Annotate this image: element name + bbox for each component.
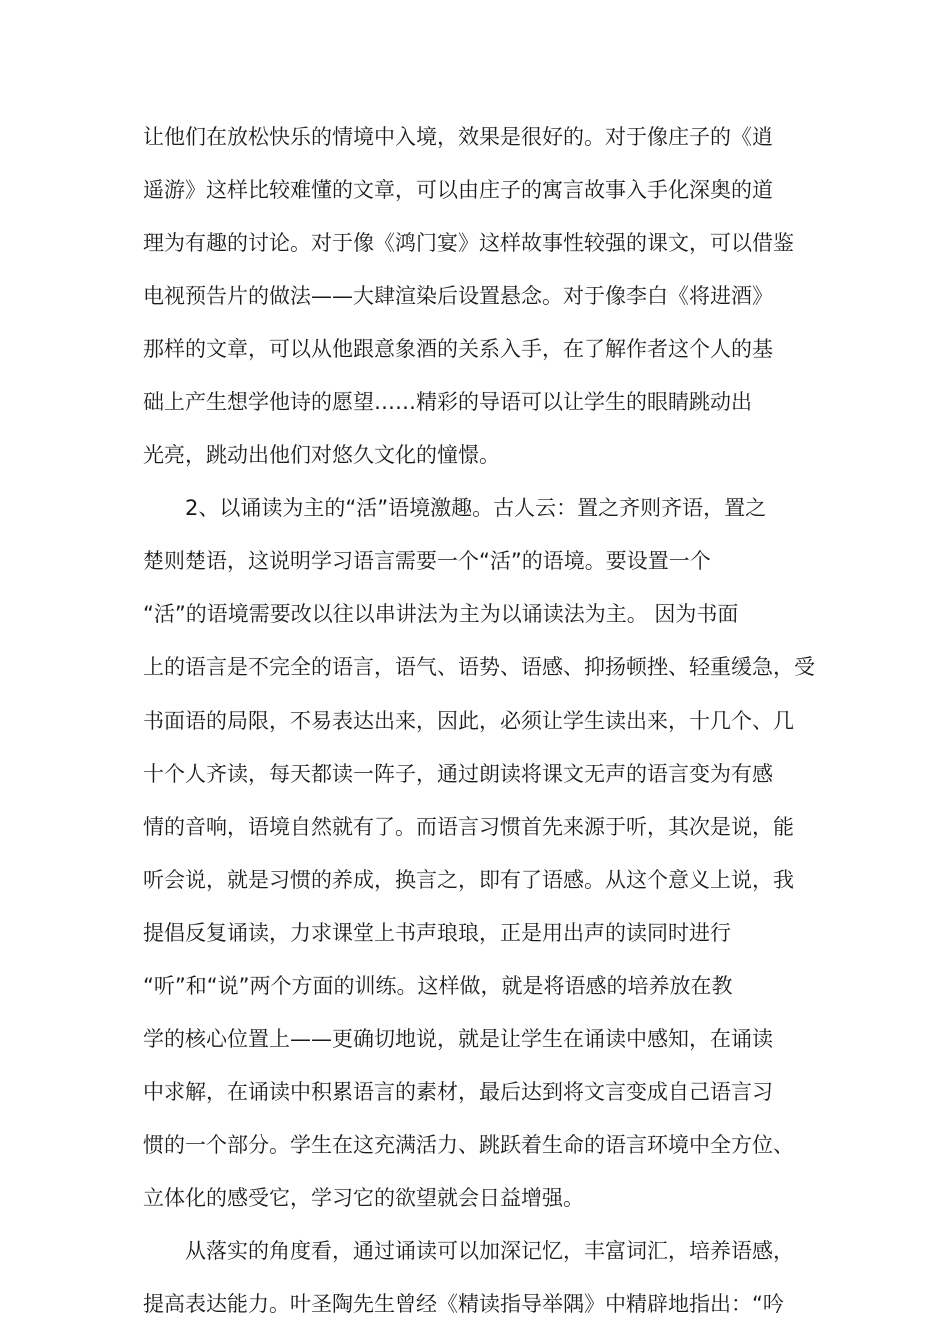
text-line: “活”的语境需要改以往以串讲法为主为以诵读法为主。 因为书面 [143, 602, 739, 626]
text-line: 础上产生想学他诗的愿望……精彩的导语可以让学生的眼睛跳动出 [143, 390, 752, 414]
text-line: 光亮，跳动出他们对悠久文化的憧憬。 [143, 443, 500, 467]
text-line: 理为有趣的讨论。对于像《鸿门宴》这样故事性较强的课文，可以借鉴 [143, 231, 794, 255]
text-line: 提高表达能力。叶圣陶先生曾经《精读指导举隅》中精辟地指出：“吟 [143, 1292, 784, 1316]
text-line: 遥游》这样比较难懂的文章，可以由庄子的寓言故事入手化深奥的道 [143, 178, 773, 202]
text-line: 提倡反复诵读，力求课堂上书声琅琅，正是用出声的读同时进行 [143, 921, 731, 945]
text-line: 惯的一个部分。学生在这充满活力、跳跃着生命的语言环境中全方位、 [143, 1133, 794, 1157]
text-line: 从落实的角度看，通过诵读可以加深记忆，丰富词汇，培养语感， [185, 1239, 794, 1263]
text-line: 书面语的局限，不易表达出来，因此，必须让学生读出来，十几个、几 [143, 709, 794, 733]
text-line: 听会说，就是习惯的养成，换言之，即有了语感。从这个意义上说，我 [143, 868, 794, 892]
text-line: 十个人齐读，每天都读一阵子，通过朗读将课文无声的语言变为有感 [143, 762, 773, 786]
text-line: “听”和“说”两个方面的训练。这样做，就是将语感的培养放在教 [143, 974, 733, 998]
text-line: 电视预告片的做法——大肆渲染后设置悬念。对于像李白《将进酒》 [143, 284, 773, 308]
text-line: 情的音响，语境自然就有了。而语言习惯首先来源于听，其次是说，能 [143, 815, 794, 839]
text-line: 楚则楚语，这说明学习语言需要一个“活”的语境。要设置一个 [143, 549, 711, 573]
text-line: 那样的文章，可以从他跟意象酒的关系入手，在了解作者这个人的基 [143, 337, 773, 361]
text-line: 上的语言是不完全的语言，语气、语势、语感、抑扬顿挫、轻重缓急，受 [143, 655, 815, 679]
text-line: 立体化的感受它，学习它的欲望就会日益增强。 [143, 1186, 584, 1210]
text-line: 学的核心位置上——更确切地说，就是让学生在诵读中感知，在诵读 [143, 1027, 773, 1051]
text-line: 2、以诵读为主的“活”语境激趣。古人云：置之齐则齐语，置之 [185, 496, 767, 520]
text-line: 让他们在放松快乐的情境中入境，效果是很好的。对于像庄子的《逍 [143, 125, 773, 149]
text-line: 中求解，在诵读中积累语言的素材，最后达到将文言变成自己语言习 [143, 1080, 773, 1104]
